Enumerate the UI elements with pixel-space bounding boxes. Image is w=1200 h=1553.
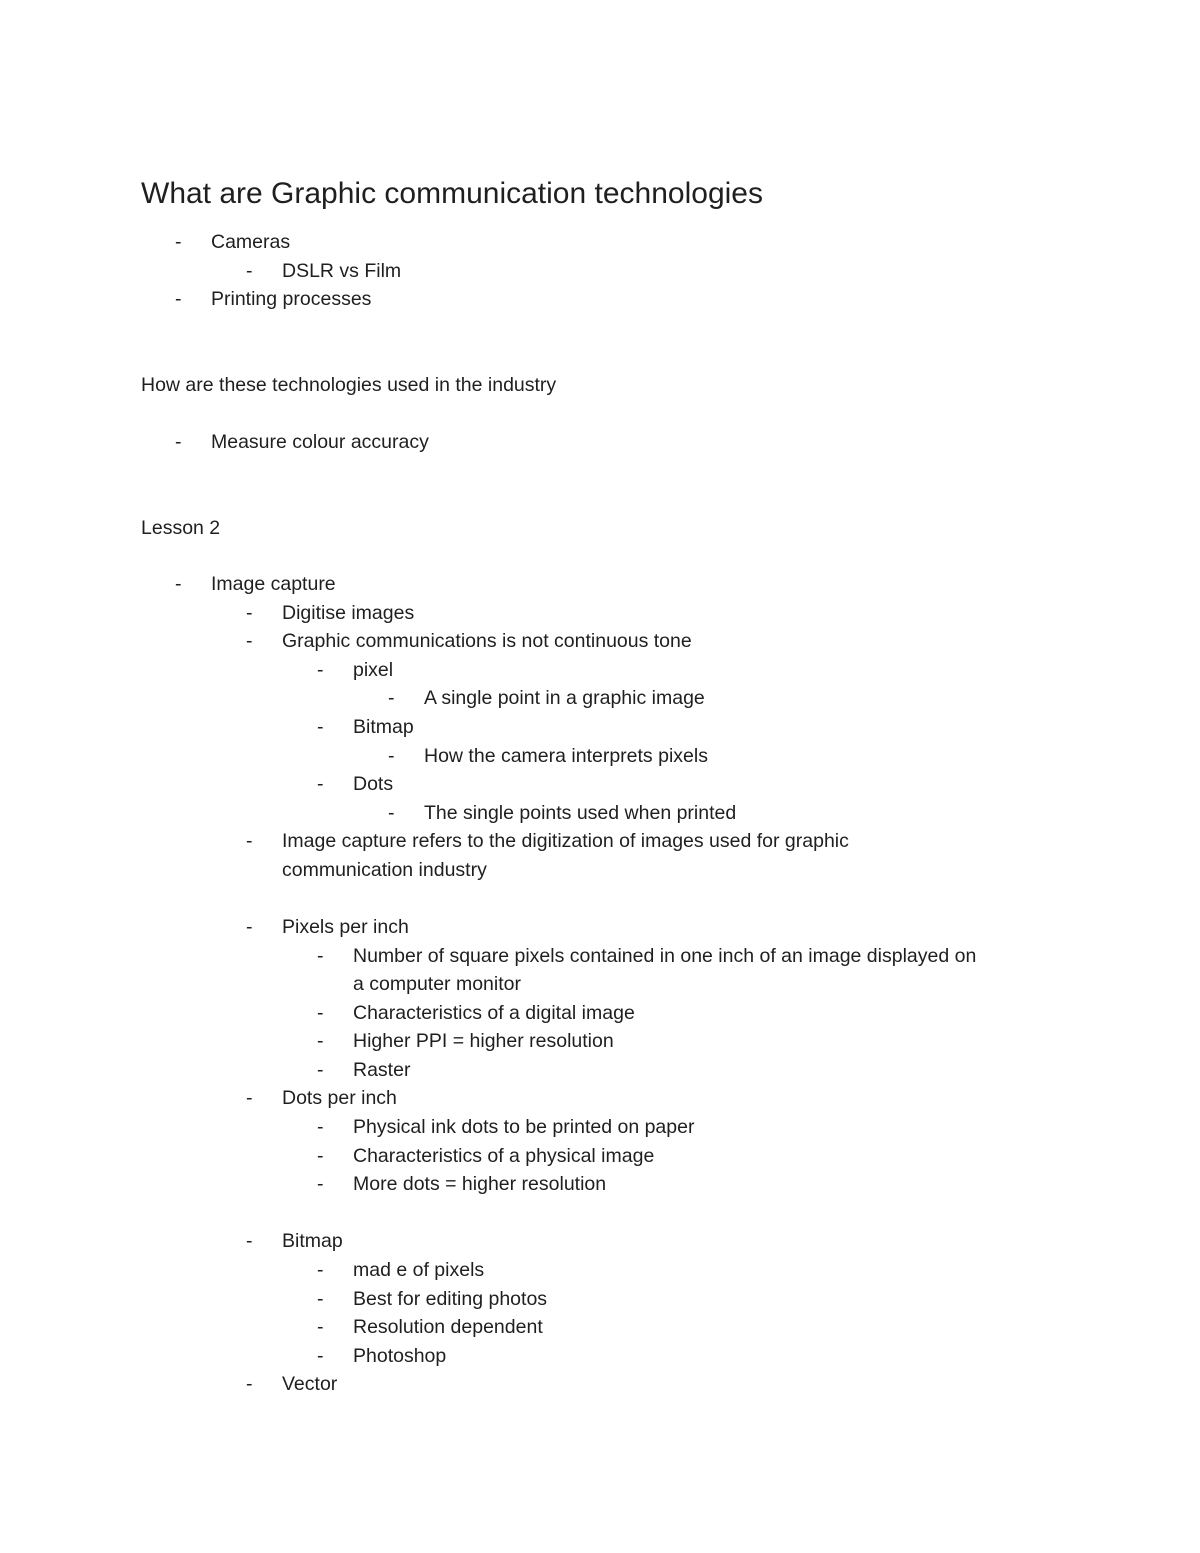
bullet-dash: - xyxy=(388,745,395,767)
bullet-dash: - xyxy=(317,1288,324,1310)
list-item-text: a computer monitor xyxy=(353,973,521,995)
bullet-dash: - xyxy=(175,573,182,595)
bullet-dash: - xyxy=(317,1030,324,1052)
list-item-text: Dots xyxy=(353,773,394,795)
list-item-text: communication industry xyxy=(282,859,487,881)
list-item-text: Higher PPI = higher resolution xyxy=(353,1030,614,1052)
bullet-dash: - xyxy=(246,916,253,938)
list-item-text: Vector xyxy=(282,1373,338,1395)
list-item-text: Resolution dependent xyxy=(353,1316,543,1338)
list-item-text: Physical ink dots to be printed on paper xyxy=(353,1116,695,1138)
paragraph: Lesson 2 xyxy=(141,517,221,539)
bullet-dash: - xyxy=(388,802,395,824)
list-item-text: mad e of pixels xyxy=(353,1259,485,1281)
bullet-dash: - xyxy=(388,687,395,709)
list-item-text: Cameras xyxy=(211,231,291,253)
bullet-dash: - xyxy=(317,773,324,795)
list-item-text: The single points used when printed xyxy=(424,802,737,824)
bullet-dash: - xyxy=(246,830,253,852)
bullet-dash: - xyxy=(246,1230,253,1252)
list-item-text: Printing processes xyxy=(211,288,372,310)
bullet-dash: - xyxy=(246,1087,253,1109)
bullet-dash: - xyxy=(317,1345,324,1367)
list-item-text: Graphic communications is not continuous tone xyxy=(282,630,692,652)
list-item-text: More dots = higher resolution xyxy=(353,1173,607,1195)
bullet-dash: - xyxy=(317,716,324,738)
document-heading: What are Graphic communication technologies xyxy=(141,177,763,210)
list-item-text: How the camera interprets pixels xyxy=(424,745,708,767)
list-item-text: Bitmap xyxy=(282,1230,343,1252)
list-item-text: Measure colour accuracy xyxy=(211,431,429,453)
list-item-text: Bitmap xyxy=(353,716,414,738)
list-item-text: Number of square pixels contained in one inch of an image displayed on xyxy=(353,945,977,967)
list-item-text: Characteristics of a physical image xyxy=(353,1145,655,1167)
bullet-dash: - xyxy=(317,1116,324,1138)
bullet-dash: - xyxy=(175,431,182,453)
list-item-text: Photoshop xyxy=(353,1345,447,1367)
bullet-dash: - xyxy=(317,1173,324,1195)
bullet-dash: - xyxy=(317,945,324,967)
list-item-text: Image capture refers to the digitization of images used for graphic xyxy=(282,830,849,852)
bullet-dash: - xyxy=(246,1373,253,1395)
bullet-dash: - xyxy=(317,1059,324,1081)
list-item-text: Characteristics of a digital image xyxy=(353,1002,635,1024)
list-item-text: Digitise images xyxy=(282,602,415,624)
bullet-dash: - xyxy=(317,1316,324,1338)
list-item-text: Image capture xyxy=(211,573,336,595)
bullet-dash: - xyxy=(175,288,182,310)
paragraph: How are these technologies used in the industry xyxy=(141,374,557,396)
bullet-dash: - xyxy=(317,1259,324,1281)
list-item-text: Pixels per inch xyxy=(282,916,409,938)
list-item-text: Raster xyxy=(353,1059,411,1081)
list-item-text: A single point in a graphic image xyxy=(424,687,705,709)
list-item-text: Dots per inch xyxy=(282,1087,397,1109)
bullet-dash: - xyxy=(317,1002,324,1024)
bullet-dash: - xyxy=(246,630,253,652)
list-item-text: Best for editing photos xyxy=(353,1288,548,1310)
list-item-text: pixel xyxy=(353,659,394,681)
bullet-dash: - xyxy=(175,231,182,253)
bullet-dash: - xyxy=(246,602,253,624)
bullet-dash: - xyxy=(317,1145,324,1167)
bullet-dash: - xyxy=(246,260,253,282)
bullet-dash: - xyxy=(317,659,324,681)
list-item-text: DSLR vs Film xyxy=(282,260,402,282)
